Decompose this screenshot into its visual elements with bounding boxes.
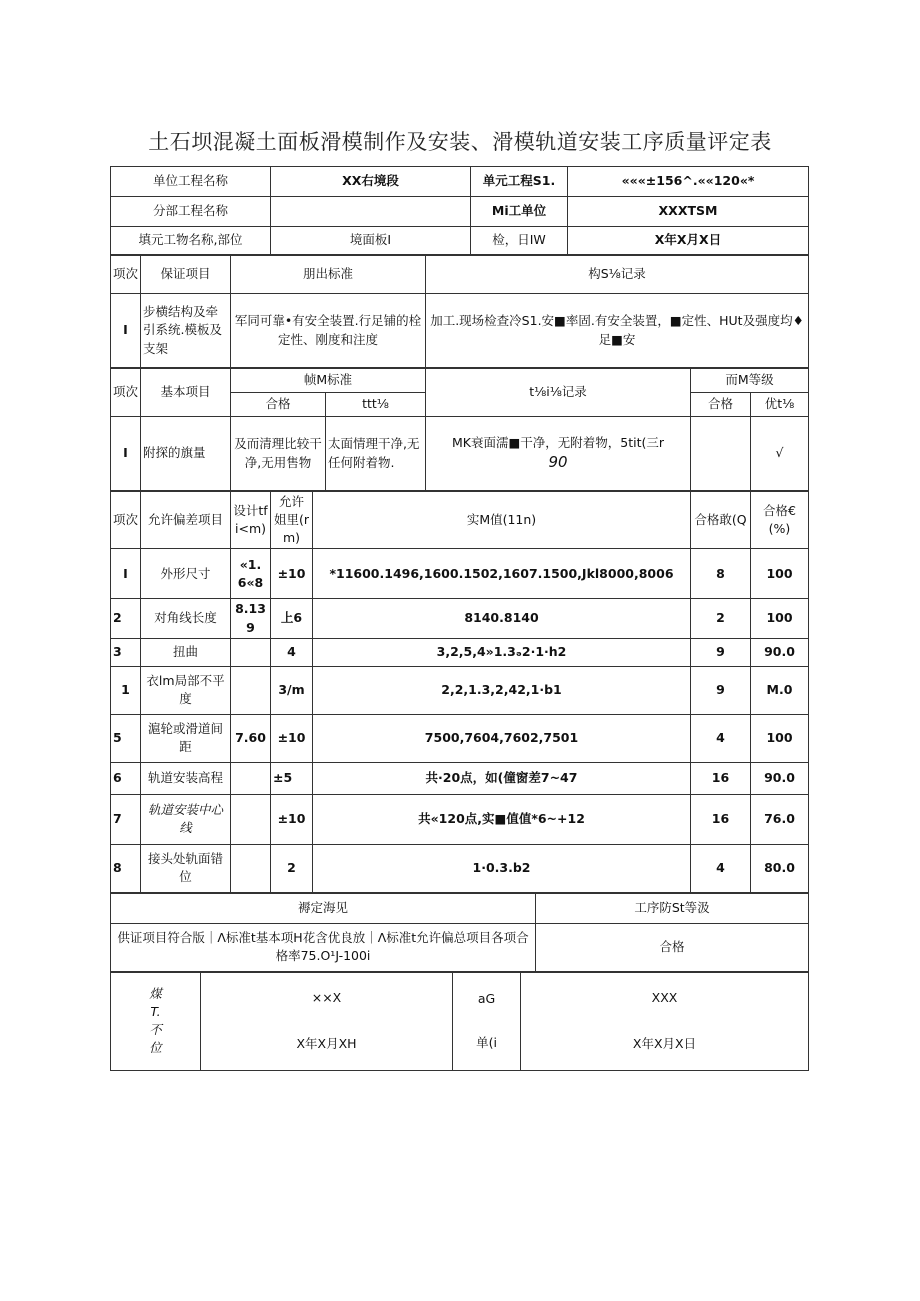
tol-row-measured: 8140.8140: [313, 599, 691, 638]
tol-row-rate: 90.0: [751, 638, 809, 666]
basic-col-grade: 而M等级: [691, 369, 809, 393]
tol-row-item: 对角线长度: [141, 599, 231, 638]
basic-row-pass: 及而清理比较干净,无用售物: [231, 417, 326, 491]
left-signer-name: ××X: [311, 990, 342, 1005]
basic-col-pass: 合格: [231, 393, 326, 417]
tol-row-measured: 1·0.3.b2: [313, 844, 691, 892]
left-label-line: 位: [149, 1040, 162, 1056]
tol-row-allow: ±10: [271, 794, 313, 844]
tol-row-measured: *11600.1496,1600.1502,1607.1500,Jkl8000,8006: [313, 549, 691, 599]
tol-row-allow: ±10: [271, 549, 313, 599]
table-row: [111, 794, 809, 844]
tol-row-design: [231, 666, 271, 714]
basic-col-grade-excellent: 优t⅛: [751, 393, 809, 417]
tolerance-table: [110, 491, 809, 893]
tol-col-item: 允许偏差项目: [141, 492, 231, 549]
check-date-value: X年X月X日: [568, 227, 809, 255]
tol-row-item: 接头处轨面错位: [141, 844, 231, 892]
tol-row-design: «1.6«8: [231, 549, 271, 599]
tol-row-design: [231, 762, 271, 794]
tol-row-allow: ±5: [271, 762, 313, 794]
tol-row-design: [231, 638, 271, 666]
tol-row-design: [231, 794, 271, 844]
tol-row-measured: 7500,7604,7602,7501: [313, 714, 691, 762]
basic-row-record-text: MK衰面濡■干净，无附着物，5tit(三r: [451, 434, 665, 450]
tol-row-item: 衣lm局部不平度: [141, 666, 231, 714]
tol-row-rate: 80.0: [751, 844, 809, 892]
basic-row-record-extra: 90: [548, 452, 568, 471]
tol-row-item: 滬轮或滑道间距: [141, 714, 231, 762]
tol-row-no: I: [111, 549, 141, 599]
right-signature: [521, 972, 809, 1070]
left-signer-label: [111, 972, 201, 1070]
basic-col-grade-pass: 合格: [691, 393, 751, 417]
table-row: [111, 638, 809, 666]
guarantee-row-record: 加工.现场检查冷S1.安■率固.有安全装置，■定性、HUt及强度均♦足■安: [426, 294, 809, 368]
unit-element-value: «««±156^.««120«*: [568, 167, 809, 197]
basic-col-no: 项次: [111, 369, 141, 417]
table-row: [111, 714, 809, 762]
construction-unit-value: XXXTSM: [568, 197, 809, 227]
basic-col-standard: 帧M标准: [231, 369, 426, 393]
basic-col-excellent-std: ttt⅛: [326, 393, 426, 417]
tol-row-count: 2: [691, 599, 751, 638]
right-signer-label: [453, 972, 521, 1070]
construction-unit-label: Mi工单位: [471, 197, 568, 227]
tol-col-design: 设计tfi<m): [231, 492, 271, 549]
guarantee-col-record: 构S⅛记录: [426, 256, 809, 294]
tol-col-count: 合格敢(Q: [691, 492, 751, 549]
tol-row-allow: 上6: [271, 599, 313, 638]
tol-row-item: 轨道安装中心线: [141, 794, 231, 844]
guarantee-col-standard: 朋出标准: [231, 256, 426, 294]
tol-row-design: 8.139: [231, 599, 271, 638]
tol-col-rate: 合格€(%): [751, 492, 809, 549]
unit-project-value: XX右境段: [271, 167, 471, 197]
table-row: [111, 599, 809, 638]
left-sign-date: X年X月XH: [296, 1036, 357, 1052]
tol-row-measured: 共·20点，如(僮窗差7~47: [313, 762, 691, 794]
tol-col-allow: 允许姐里(rm): [271, 492, 313, 549]
left-signature: [201, 972, 453, 1070]
tol-row-rate: 90.0: [751, 762, 809, 794]
tol-row-rate: 100: [751, 549, 809, 599]
left-label-line: 煤: [149, 985, 162, 1001]
table-row: [111, 549, 809, 599]
tol-row-no: 1: [111, 666, 141, 714]
evaluation-form: [110, 166, 808, 1071]
unit-project-label: 单位工程名称: [111, 167, 271, 197]
tol-row-count: 16: [691, 762, 751, 794]
tol-row-count: 8: [691, 549, 751, 599]
table-row: [111, 294, 809, 368]
basic-row-record: [426, 417, 691, 491]
guarantee-row-standard: 军同可靠•有安全装置.行足铺的栓定性、刚度和注度: [231, 294, 426, 368]
opinion-text: 供证项目符合版｜Λ标准t基本项H花含优良放｜Λ标准t允许偏总项目各项合格率75.O¹J-100i: [111, 923, 536, 971]
right-label-bottom: 单(i: [476, 1035, 497, 1051]
right-signer-name: XXX: [651, 990, 678, 1005]
basic-row-no: I: [111, 417, 141, 491]
tol-row-allow: 2: [271, 844, 313, 892]
sub-project-label: 分部工程名称: [111, 197, 271, 227]
basic-col-item: 基本项目: [141, 369, 231, 417]
grade-label: 工序防St等汲: [536, 893, 809, 923]
unit-element-label: 单元工程S1.: [471, 167, 568, 197]
evaluation-table: [110, 893, 809, 972]
right-sign-date: X年X月X日: [632, 1036, 697, 1052]
left-label-line: 不: [149, 1022, 162, 1038]
right-label-top: aG: [477, 991, 496, 1006]
tol-row-no: 6: [111, 762, 141, 794]
table-row: [111, 666, 809, 714]
guarantee-row-item: 步横结构及牵引系统.模板及支架: [141, 294, 231, 368]
tol-row-count: 9: [691, 638, 751, 666]
page-title: 土石坝混凝土面板滑模制作及安装、滑模轨道安装工序质量评定表: [148, 130, 772, 154]
tol-row-measured: 共«120点,实■值值*6~+12: [313, 794, 691, 844]
tol-row-no: 5: [111, 714, 141, 762]
tol-row-no: 3: [111, 638, 141, 666]
basic-row-excellent: 太面情理干净,无任何附着物.: [326, 417, 426, 491]
element-name-value: 境面板I: [271, 227, 471, 255]
basic-row-item: 附探的旗量: [141, 417, 231, 491]
basic-col-record: t⅛i⅛记录: [426, 369, 691, 417]
tol-row-rate: 76.0: [751, 794, 809, 844]
tol-row-allow: ±10: [271, 714, 313, 762]
basic-table: [110, 368, 809, 491]
tol-row-count: 9: [691, 666, 751, 714]
guarantee-table: [110, 255, 809, 368]
tol-row-rate: M.0: [751, 666, 809, 714]
guarantee-col-no: 项次: [111, 256, 141, 294]
tol-row-no: 7: [111, 794, 141, 844]
tol-row-allow: 3/m: [271, 666, 313, 714]
tol-row-rate: 100: [751, 714, 809, 762]
tol-row-measured: 3,2,5,4»1.3ₔ2·1·h2: [313, 638, 691, 666]
guarantee-col-item: 保证项目: [141, 256, 231, 294]
tol-row-count: 16: [691, 794, 751, 844]
basic-row-grade-pass: [691, 417, 751, 491]
signature-table: [110, 972, 809, 1071]
tol-row-item: 扭曲: [141, 638, 231, 666]
tol-col-measured: 实M值(11n): [313, 492, 691, 549]
tol-row-design: 7.60: [231, 714, 271, 762]
tol-row-count: 4: [691, 714, 751, 762]
tol-row-count: 4: [691, 844, 751, 892]
table-row: [111, 762, 809, 794]
tol-row-no: 2: [111, 599, 141, 638]
header-table: [110, 166, 809, 255]
opinion-label: 褥定海见: [111, 893, 536, 923]
left-label-line: T.: [150, 1004, 161, 1019]
check-date-label: 检，日IW: [471, 227, 568, 255]
table-row: [111, 844, 809, 892]
tol-row-no: 8: [111, 844, 141, 892]
tol-row-item: 外形尺寸: [141, 549, 231, 599]
guarantee-row-no: I: [111, 294, 141, 368]
table-row: [111, 417, 809, 491]
tol-row-measured: 2,2,1.3,2,42,1·b1: [313, 666, 691, 714]
tol-row-item: 轨道安装高程: [141, 762, 231, 794]
sub-project-value: [271, 197, 471, 227]
tol-col-no: 项次: [111, 492, 141, 549]
tol-row-design: [231, 844, 271, 892]
element-name-label: 填元工物名称,部位: [111, 227, 271, 255]
grade-value: 合格: [536, 923, 809, 971]
tol-row-allow: 4: [271, 638, 313, 666]
tol-row-rate: 100: [751, 599, 809, 638]
basic-row-grade-excellent: √: [751, 417, 809, 491]
